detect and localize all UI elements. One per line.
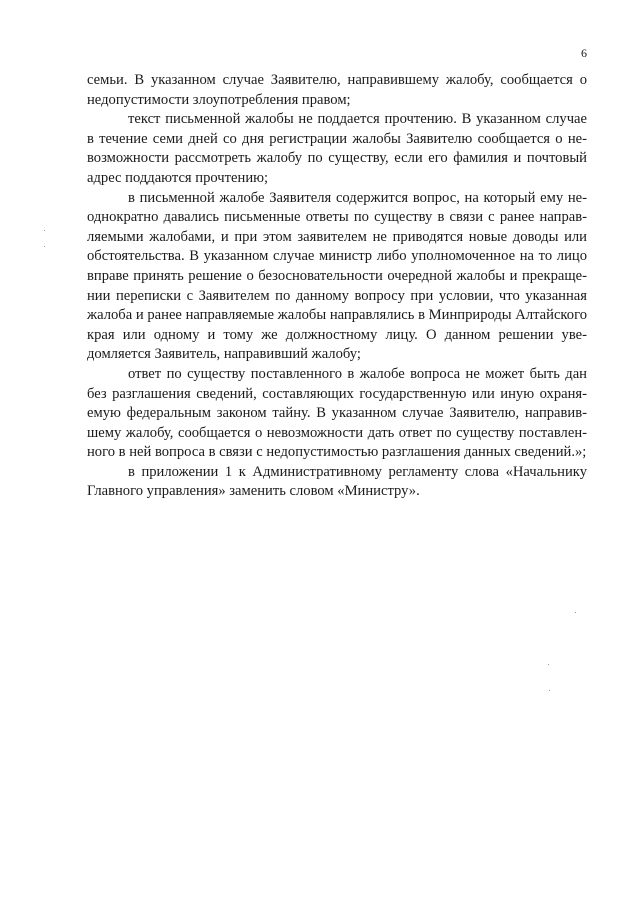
paragraph-repeated-question: в письменной жалобе Заявителя содержится вопрос, на который ему неоднократно давались письменные ответы по существу в связи с ранее направляемыми жалобами, и при этом заявителем не приводятся новые доводы или обстоятельства. В указанном случае министр либо уполномоченное на то лицо вправе принять решение о безосновательности очередной жалобы и прекращении переписки с Заявителем по данному вопросу при условии, что указанная жалоба и ранее направляемые жалобы направлялись в Минприроды Алтайского края или одному и тому же должностному лицу. О данном решении уведомляется Заявитель, направивший жалобу;	[87, 189, 587, 363]
scan-speck	[44, 230, 45, 231]
paragraph-unreadable-complaint: текст письменной жалобы не поддается прочтению. В указанном случае в течение семи дней со дня регистрации жалобы Заявителю сообщается о невозможности рассмотреть жалобу по существу, если его фамилия и почтовый адрес поддаются прочтению;	[87, 111, 587, 186]
scan-speck	[575, 612, 576, 613]
scan-speck	[44, 246, 45, 247]
document-body	[87, 71, 587, 502]
page-number: 6	[581, 46, 587, 60]
scan-speck	[548, 664, 549, 665]
paragraph-state-secret: ответ по существу поставленного в жалобе вопроса не может быть дан без разглашения сведений, составляющих государственную или иную охраняемую федеральным законом тайну. В указанном случае Заявителю, направившему жалобу, сообщается о невозможности дать ответ по существу поставленного в ней вопроса в связи с недопустимостью разглашения данных сведений.»;	[87, 365, 587, 461]
paragraph-continuation: семьи. В указанном случае Заявителю, направившему жалобу, сообщается о недопустимости злоупотребления правом;	[87, 72, 587, 108]
paragraph-appendix-amendment: в приложении 1 к Административному регламенту слова «Начальнику Главного управления» заменить словом «Министру».	[87, 463, 587, 500]
scan-speck	[549, 690, 550, 691]
